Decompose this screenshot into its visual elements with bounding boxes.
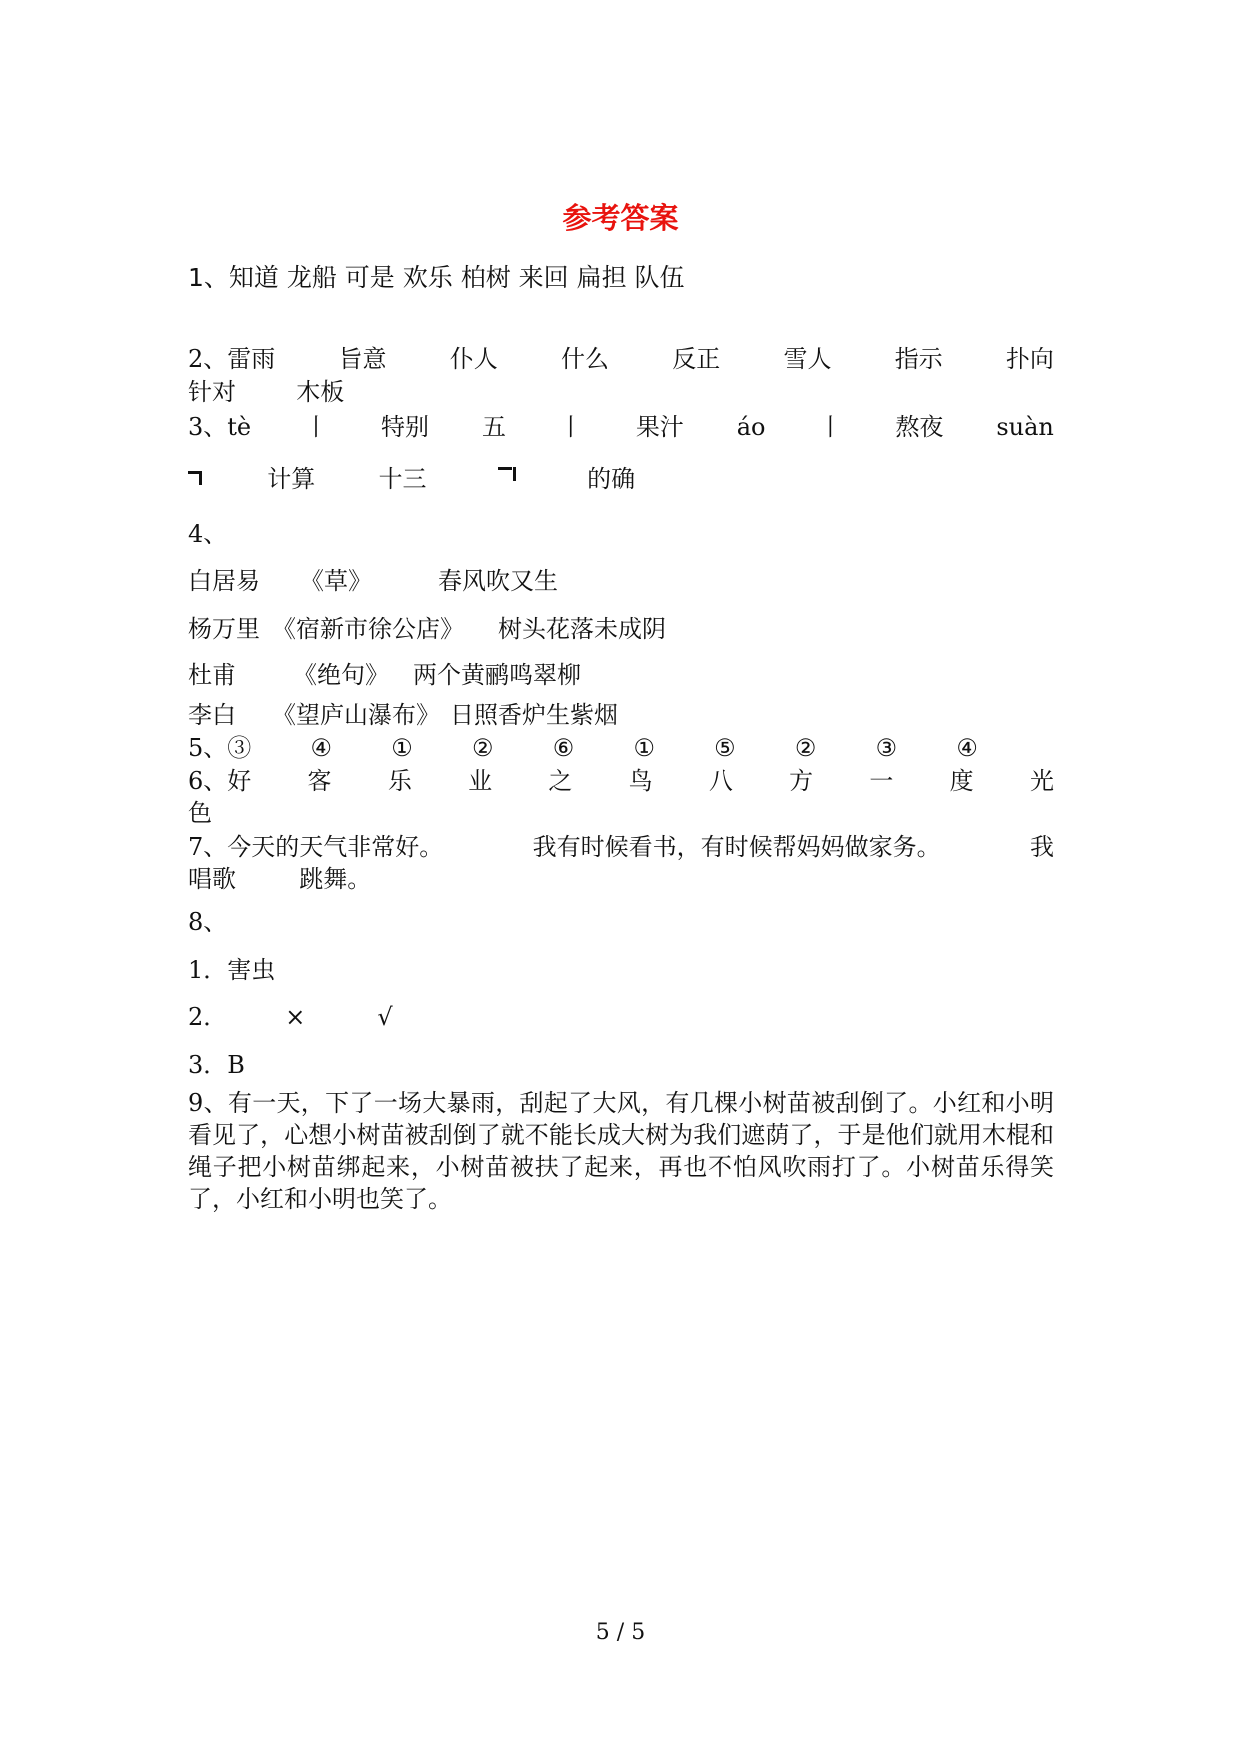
page-number: 5 / 5 — [595, 1620, 646, 1645]
answer-7-sentence: 我 — [1030, 833, 1054, 861]
answer-3-item: áo — [736, 413, 766, 441]
page-title: 参考答案 — [562, 201, 679, 235]
poem-line: 日照香炉生紫烟 — [450, 701, 618, 729]
poem-title: 《绝句》 — [293, 661, 389, 689]
answer-4-row — [188, 659, 1054, 691]
answer-7-sentence: 唱歌 — [188, 865, 236, 893]
answer-6-char: 度 — [949, 767, 974, 795]
answer-3-stroke: 丨 — [558, 413, 583, 441]
answer-3-item: 的确 — [587, 465, 636, 493]
answer-2-word: 木板 — [296, 378, 345, 406]
answer-6-line-2: 色 — [188, 799, 212, 827]
answer-2-line-1 — [188, 343, 1054, 375]
answer-5-item: ③ — [875, 734, 898, 762]
answer-7-sentence: 我有时候看书，有时候帮妈妈做家务。 — [532, 833, 941, 861]
answer-3-item: 计算 — [267, 465, 316, 493]
answer-6-line-1 — [188, 765, 1054, 797]
answer-3-line-1 — [188, 411, 1054, 443]
answer-6-char: 6、好 — [188, 767, 252, 795]
answer-4-row — [188, 613, 1054, 645]
answer-8-item-1: 1．害虫 — [188, 956, 276, 984]
answer-5-item: ① — [633, 734, 655, 762]
answer-6-char: 业 — [468, 767, 493, 795]
answer-8-item-2-label: 2． — [188, 1003, 228, 1031]
poem-line: 春风吹又生 — [438, 567, 558, 595]
answer-3-item: 特别 — [381, 413, 429, 441]
poet: 杜甫 — [188, 661, 236, 689]
answer-8-label: 8、 — [188, 908, 228, 936]
poet: 白居易 — [188, 567, 260, 595]
answer-6-char: 客 — [307, 767, 332, 795]
answer-3-item: 十三 — [378, 465, 427, 493]
answer-7-line-1 — [188, 831, 1054, 863]
answer-6-char: 光 — [1029, 767, 1054, 795]
answer-4-row — [188, 699, 1054, 731]
answer-5-item: ④ — [310, 734, 333, 762]
answer-2-word: 指示 — [894, 345, 943, 373]
answer-1: 1、知道 龙船 可是 欢乐 柏树 来回 扁担 队伍 — [188, 263, 685, 292]
answer-2-word: 针对 — [188, 378, 236, 406]
answer-5-item: ① — [391, 734, 413, 762]
answer-3-item: 熬夜 — [895, 413, 944, 441]
cross-mark: × — [285, 1003, 306, 1031]
answer-3-line-2 — [188, 463, 1054, 495]
answer-2-word: 扑向 — [1005, 345, 1054, 373]
answer-3-stroke: 丨 — [818, 413, 843, 441]
answer-2-word: 雪人 — [783, 345, 832, 373]
answer-4-label: 4、 — [188, 520, 228, 548]
answer-8-item-3: 3．B — [188, 1051, 245, 1079]
answer-3-item: 3、tè — [188, 413, 252, 441]
answer-6-char: 一 — [869, 767, 894, 795]
answer-2-line-2 — [188, 376, 1054, 408]
answer-6-char: 乐 — [387, 767, 412, 795]
stroke-hengzhe-icon — [188, 471, 202, 487]
answer-7-sentence: 跳舞。 — [299, 865, 372, 893]
answer-6-char: 之 — [548, 767, 573, 795]
poem-line: 两个黄鹂鸣翠柳 — [413, 661, 581, 689]
answer-2-word: 反正 — [672, 345, 721, 373]
poet: 杨万里 — [188, 615, 260, 643]
answer-5-item: ④ — [956, 734, 978, 762]
answer-3-item: 五 — [481, 413, 506, 441]
poet: 李白 — [188, 701, 236, 729]
answer-5-item: ② — [794, 734, 817, 762]
stroke-hengzhegou-icon — [498, 467, 516, 487]
answer-6-char: 八 — [708, 767, 733, 795]
answer-2-word: 仆人 — [449, 345, 498, 373]
check-mark: √ — [377, 1003, 393, 1031]
answer-3-stroke: 丨 — [304, 413, 329, 441]
answer-2-word: 2、雷雨 — [188, 345, 276, 373]
answer-2-word: 旨意 — [338, 345, 387, 373]
poem-title: 《草》 — [300, 567, 372, 595]
answer-5-item: 5、③ — [188, 734, 252, 762]
answer-6-char: 方 — [789, 767, 814, 795]
answer-5-item: ② — [471, 734, 494, 762]
answer-7-sentence: 7、今天的天气非常好。 — [188, 833, 444, 861]
answer-5-item: ⑤ — [714, 734, 736, 762]
answer-4-row — [188, 565, 1054, 597]
answer-9: 9、有一天，下了一场大暴雨，刮起了大风，有几棵小树苗被刮倒了。小红和小明看见了，心想小树苗被刮倒了就不能长成大树为我们遮荫了，于是他们就用木棍和绳子把小树苗绑起来，小树苗被扶了起来，再也不怕风吹雨打了。小树苗乐得笑了，小红和小明也笑了。 — [188, 1089, 1054, 1213]
answer-6-char: 鸟 — [628, 767, 653, 795]
answer-5-item: ⑥ — [552, 734, 575, 762]
answer-3-item: 果汁 — [635, 413, 684, 441]
answer-8-item-2 — [188, 1001, 1054, 1033]
answer-3-item: suàn — [996, 413, 1054, 441]
answer-5 — [188, 732, 978, 764]
poem-title: 《望庐山瀑布》 — [272, 701, 440, 729]
poem-line: 树头花落未成阴 — [498, 615, 666, 643]
poem-title: 《宿新市徐公店》 — [272, 615, 464, 643]
answer-7-line-2 — [188, 863, 1054, 895]
answer-2-word: 什么 — [560, 345, 609, 373]
